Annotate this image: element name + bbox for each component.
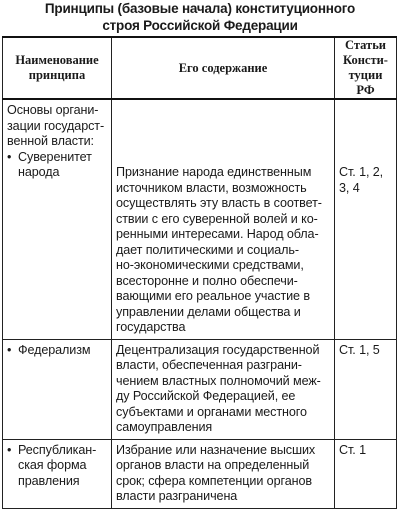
table-row	[3, 99, 397, 339]
table-row	[3, 339, 397, 439]
bullet-icon: •	[7, 149, 12, 164]
header-name: Наименование принципа	[3, 37, 112, 99]
principle-name: • Суверенитет народа	[7, 149, 92, 179]
header-content: Его содержание	[112, 37, 335, 99]
title-line-1: Принципы (базовые начала) конституционного	[44, 1, 356, 16]
document-title	[0, 0, 400, 34]
title-line-2: строя Российской Федерации	[102, 18, 298, 33]
principle-name-cell	[3, 339, 112, 439]
principle-articles-cell: Ст. 1, 5	[335, 339, 397, 439]
group-label: Основы органи- зации государст- венной власти:	[7, 103, 105, 148]
principle-name-cell	[3, 99, 112, 339]
principle-name-cell	[3, 439, 112, 508]
principles-table	[2, 36, 397, 509]
principle-content-cell: Децентрализация государственной власти, обеспеченная разграни- чением властных полномочий меж- ду Российской Федерацией, ее субъектами и органами местного самоуправления	[112, 339, 335, 439]
principle-name: • Республикан- ская форма правления	[7, 442, 97, 488]
bullet-icon: •	[7, 442, 12, 457]
table-row	[3, 439, 397, 508]
principle-name: • Федерализм	[7, 342, 91, 357]
principle-articles-cell: Ст. 1, 2, 3, 4	[335, 99, 397, 339]
principle-content-cell: Признание народа единственным источником власти, возможность осуществлять эту власть в соответ- ствии с его суверенной волей и ко- ренными интересами. Народ обла- дает политическими и социаль- но-экономическими средствами, всесторонне и полно обеспечи- вающими его реальное участие в управлении делами общества и государства	[112, 99, 335, 339]
principle-articles-cell: Ст. 1	[335, 439, 397, 508]
principle-content-cell: Избрание или назначение высших органов власти на определенный срок; сфера компетенции органов власти разграничена	[112, 439, 335, 508]
table-header-row	[3, 37, 397, 99]
header-articles: Статьи Консти- туции РФ	[335, 37, 397, 99]
bullet-icon: •	[7, 342, 12, 357]
